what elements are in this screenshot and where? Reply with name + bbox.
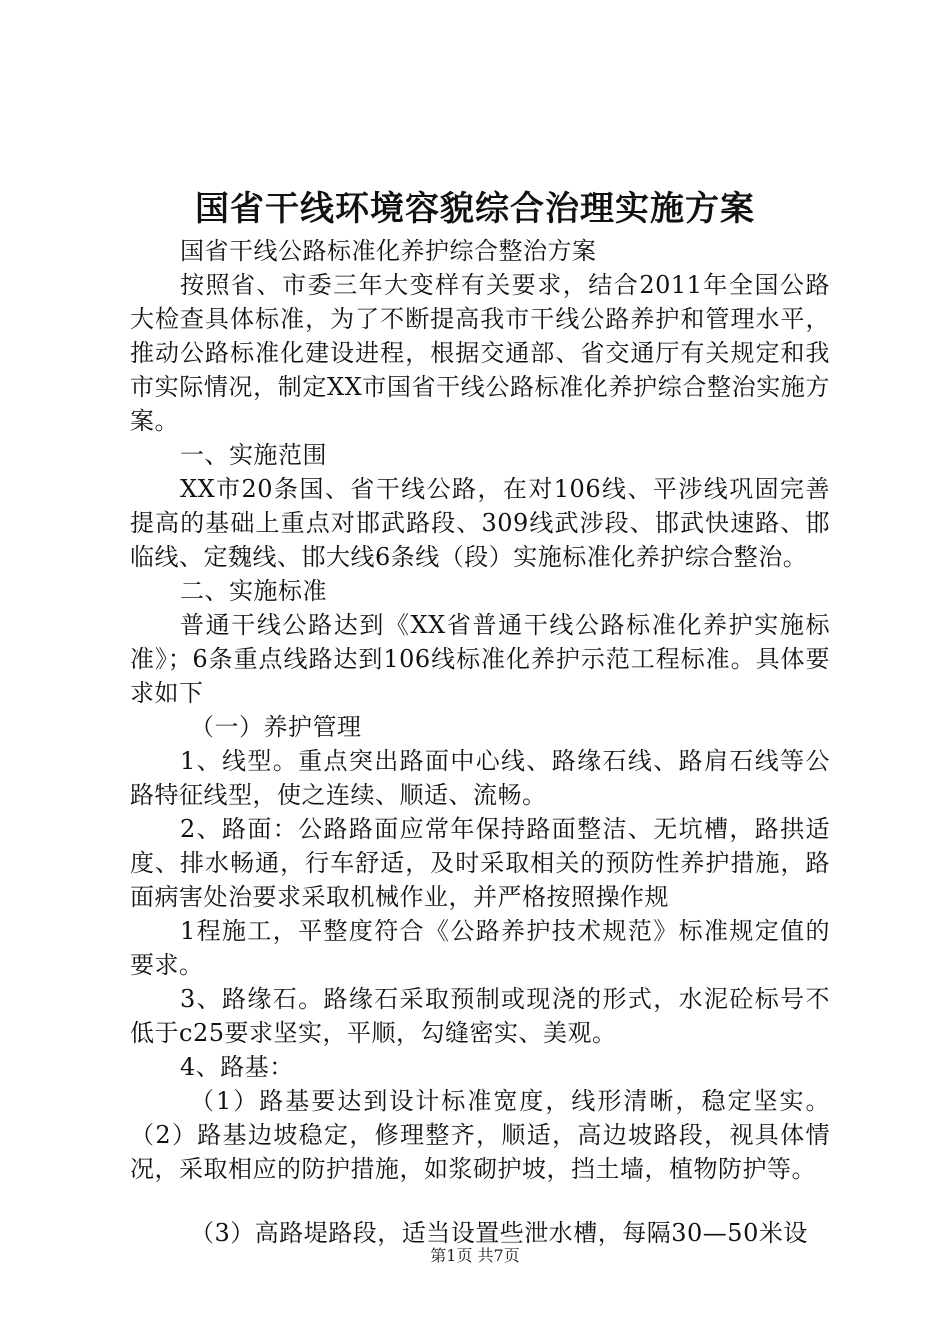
section-heading-standard: 二、实施标准 <box>180 577 327 605</box>
subgrade-details: （1）路基要达到设计标准宽度，线形清晰，稳定坚实。（2）路基边坡稳定，修理整齐，顺适，高边坡路段，视具体情况，采取相应的防护措施，如浆砌护坡，挡土墙，植物防护等。 <box>130 1087 830 1183</box>
item-pavement-continued: 1程施工，平整度符合《公路养护技术规范》标准规定值的要求。 <box>130 917 830 979</box>
subsection-heading-maintenance: （一）养护管理 <box>190 713 362 741</box>
item-curbstone: 3、路缘石。路缘石采取预制或现浇的形式，水泥砼标号不低于c25要求坚实，平顺，勾缝密实、美观。 <box>130 985 830 1047</box>
intro-paragraph: 按照省、市委三年大变样有关要求，结合2011年全国公路大检查具体标准，为了不断提高我市干线公路养护和管理水平，推动公路标准化建设进程，根据交通部、省交通厅有关规定和我市实际情况，制定XX市国省干线公路标准化养护综合整治实施方案。 <box>130 271 830 435</box>
subtitle-paragraph: 国省干线公路标准化养护综合整治方案 <box>180 237 597 265</box>
item-alignment: 1、线型。重点突出路面中心线、路缘石线、路肩石线等公路特征线型，使之连续、顺适、流畅。 <box>130 747 830 809</box>
subgrade-embankment: （3）高路堤路段，适当设置些泄水槽，每隔30—50米设 <box>190 1219 808 1247</box>
document-title: 国省干线环境容貌综合治理实施方案 <box>195 189 755 229</box>
item-subgrade: 4、路基： <box>180 1053 294 1081</box>
scope-paragraph: XX市20条国、省干线公路，在对106线、平涉线巩固完善提高的基础上重点对邯武路段、309线武涉段、邯武快速路、邯临线、定魏线、邯大线6条线（段）实施标准化养护综合整治。 <box>130 475 830 571</box>
item-pavement: 2、路面：公路路面应常年保持路面整洁、无坑槽，路拱适度、排水畅通，行车舒适，及时采取相关的预防性养护措施，路面病害处治要求采取机械作业，并严格按照操作规 <box>130 815 830 911</box>
standard-paragraph: 普通干线公路达到《XX省普通干线公路标准化养护实施标准》；6条重点线路达到106线标准化养护示范工程标准。具体要求如下 <box>130 611 830 707</box>
paragraph-gap <box>130 1186 830 1216</box>
document-body <box>130 234 830 1250</box>
section-heading-scope: 一、实施范围 <box>180 441 327 469</box>
page-footer: 第1页 共7页 <box>430 1246 520 1265</box>
